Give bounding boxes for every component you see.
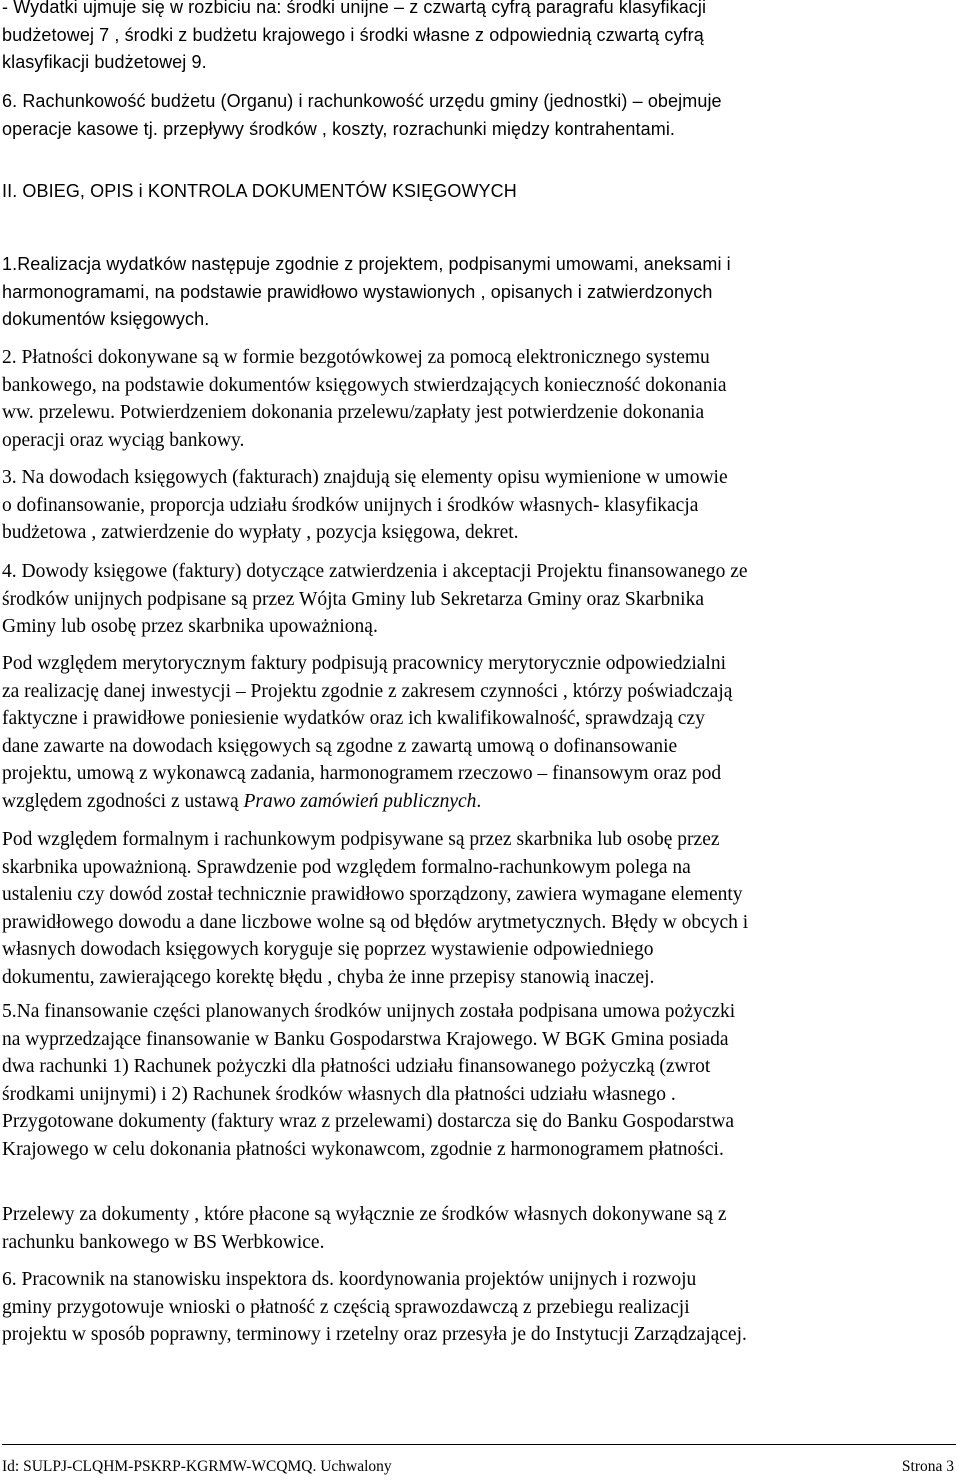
text-line: dokumentów księgowych. — [2, 309, 210, 329]
paragraph-substantive-review — [2, 650, 952, 815]
text-line: 4. Dowody księgowe (faktury) dotyczące zatwierdzenia i akceptacji Projektu finansowanego ze — [2, 561, 748, 582]
section-heading — [2, 178, 952, 206]
text-line: - Wydatki ujmuje się w rozbiciu na: środki unijne – z czwartą cyfrą paragrafu klasyfikacji — [2, 0, 707, 17]
text-line: dane zawarte na dowodach księgowych są zgodne z zawartą umową o dofinansowanie — [2, 735, 678, 757]
text-line: skarbnika upoważnioną. Sprawdzenie pod względem formalno-rachunkowym polega na — [2, 856, 691, 878]
text-line: gminy przygotowuje wnioski o płatność z częścią sprawozdawczą z przebiegu realizacji — [2, 1296, 690, 1318]
text-line: własnych dowodach księgowych koryguje się poprzez wystawienie odpowiedniego — [2, 939, 654, 960]
paragraph-realization — [2, 251, 952, 334]
text-line: Pod względem formalnym i rachunkowym podpisywane są przez skarbnika lub osobę przez — [2, 829, 720, 850]
footer-divider — [2, 1444, 956, 1445]
text-line: 2. Płatności dokonywane są w formie bezgotówkowej za pomocą elektronicznego systemu — [2, 347, 710, 368]
text-line: budżetowa , zatwierdzenie do wypłaty , pozycja księgowa, dekret. — [2, 522, 519, 543]
text-line: Przygotowane dokumenty (faktury wraz z przelewami) dostarcza się do Banku Gospodarstwa — [2, 1111, 735, 1132]
text-line: projektu w sposób poprawny, terminowy i rzetelny oraz przesyła je do Instytucji Zarządzającej. — [2, 1324, 747, 1345]
text-line: 6. Rachunkowość budżetu (Organu) i rachunkowość urzędu gminy (jednostki) – obejmuje — [2, 91, 722, 111]
text-line: prawidłowego dowodu a dane liczbowe wolne są od błędów arytmetycznych. Błędy w obcych i — [2, 911, 749, 933]
paragraph-accounting-scope — [2, 88, 952, 143]
heading-text: II. OBIEG, OPIS i KONTROLA DOKUMENTÓW KSIĘGOWYCH — [2, 181, 517, 201]
text-line: środkami unijnymi) i 2) Rachunek środków własnych dla płatności udziału własnego . — [2, 1083, 676, 1105]
text-line: dokumentu, zawierającego korektę błędu , chyba że inne przepisy stanowią inaczej. — [2, 966, 655, 988]
text-line: bankowego, na podstawie dokumentów księgowych stwierdzających konieczność dokonania — [2, 374, 727, 396]
text-line: na wyprzedzające finansowanie w Banku Gospodarstwa Krajowego. W BGK Gmina posiada — [2, 1028, 729, 1050]
text-line: harmonogramami, na podstawie prawidłowo wystawionych , opisanych i zatwierdzonych — [2, 281, 713, 302]
text-line: Krajowego w celu dokonania płatności wykonawcom, zgodnie z harmonogramem płatności. — [2, 1138, 724, 1160]
text-line: operacji oraz wyciąg bankowy. — [2, 429, 245, 451]
text-line: ww. przelewu. Potwierdzeniem dokonania przelewu/zapłaty jest potwierdzenie dokonania — [2, 402, 705, 423]
paragraph-expense-classification — [2, 0, 952, 77]
text-line: projektu, umową z wykonawcą zadania, harmonogramem rzeczowo – finansowym oraz pod — [2, 763, 722, 784]
paragraph-loan-agreement — [2, 998, 952, 1163]
text-line: dwa rachunki 1) Rachunek pożyczki dla płatności udziału finansowanego pożyczką (zwrot — [2, 1056, 711, 1077]
text-line: operacje kasowe tj. przepływy środków , koszty, rozrachunki między kontrahentami. — [2, 118, 676, 139]
paragraph-payments — [2, 344, 952, 454]
paragraph-formal-review — [2, 826, 952, 991]
text-line: środków unijnych podpisane są przez Wójta Gminy lub Sekretarza Gminy oraz Skarbnika — [2, 588, 704, 610]
text-line: 3. Na dowodach księgowych (fakturach) znajdują się elementy opisu wymienione w umowie — [2, 467, 728, 488]
text-line: Gminy lub osobę przez skarbnika upoważnioną. — [2, 616, 378, 637]
text-line: 5.Na finansowanie części planowanych środków unijnych została podpisana umowa pożyczki — [2, 1001, 736, 1022]
text-line: budżetowej 7 , środki z budżetu krajowego i środki własne z odpowiednią czwartą cyfrą — [2, 24, 704, 45]
text-line: Przelewy za dokumenty , które płacone są wyłącznie ze środków własnych dokonywane są z — [2, 1204, 727, 1225]
law-title-italic: Prawo zamówień publicznych — [243, 790, 477, 812]
text-line: o dofinansowanie, proporcja udziału środków unijnych i środków własnych- klasyfikacja — [2, 494, 699, 516]
paragraph-transfers — [2, 1201, 952, 1256]
text-line: klasyfikacji budżetowej 9. — [2, 52, 207, 72]
text-line: faktyczne i prawidłowe poniesienie wydatków oraz ich kwalifikowalność, sprawdzają czy — [2, 708, 705, 729]
text-fragment: względem zgodności z ustawą — [2, 790, 244, 812]
text-fragment: . — [476, 790, 482, 812]
text-line: rachunku bankowego w BS Werbkowice. — [2, 1231, 325, 1253]
text-line: za realizację danej inwestycji – Projektu zgodnie z zakresem czynności , którzy poświadczają — [2, 680, 733, 702]
footer-page-number: Strona 3 — [901, 1458, 954, 1475]
paragraph-document-description — [2, 464, 952, 547]
text-line: 1.Realizacja wydatków następuje zgodnie z projektem, podpisanymi umowami, aneksami i — [2, 254, 731, 274]
footer-document-id: Id: SULPJ-CLQHM-PSKRP-KGRMW-WCQMQ. Uchwalony — [2, 1458, 392, 1475]
text-line: 6. Pracownik na stanowisku inspektora ds. koordynowania projektów unijnych i rozwoju — [2, 1269, 697, 1290]
paragraph-inspector-duties — [2, 1266, 952, 1349]
paragraph-invoice-approval — [2, 558, 952, 641]
text-line: ustaleniu czy dowód został technicznie prawidłowo sporządzony, zawiera wymagane elementy — [2, 884, 743, 905]
text-line: Pod względem merytorycznym faktury podpisują pracownicy merytorycznie odpowiedzialni — [2, 653, 726, 674]
text-line-with-italic — [2, 788, 952, 816]
